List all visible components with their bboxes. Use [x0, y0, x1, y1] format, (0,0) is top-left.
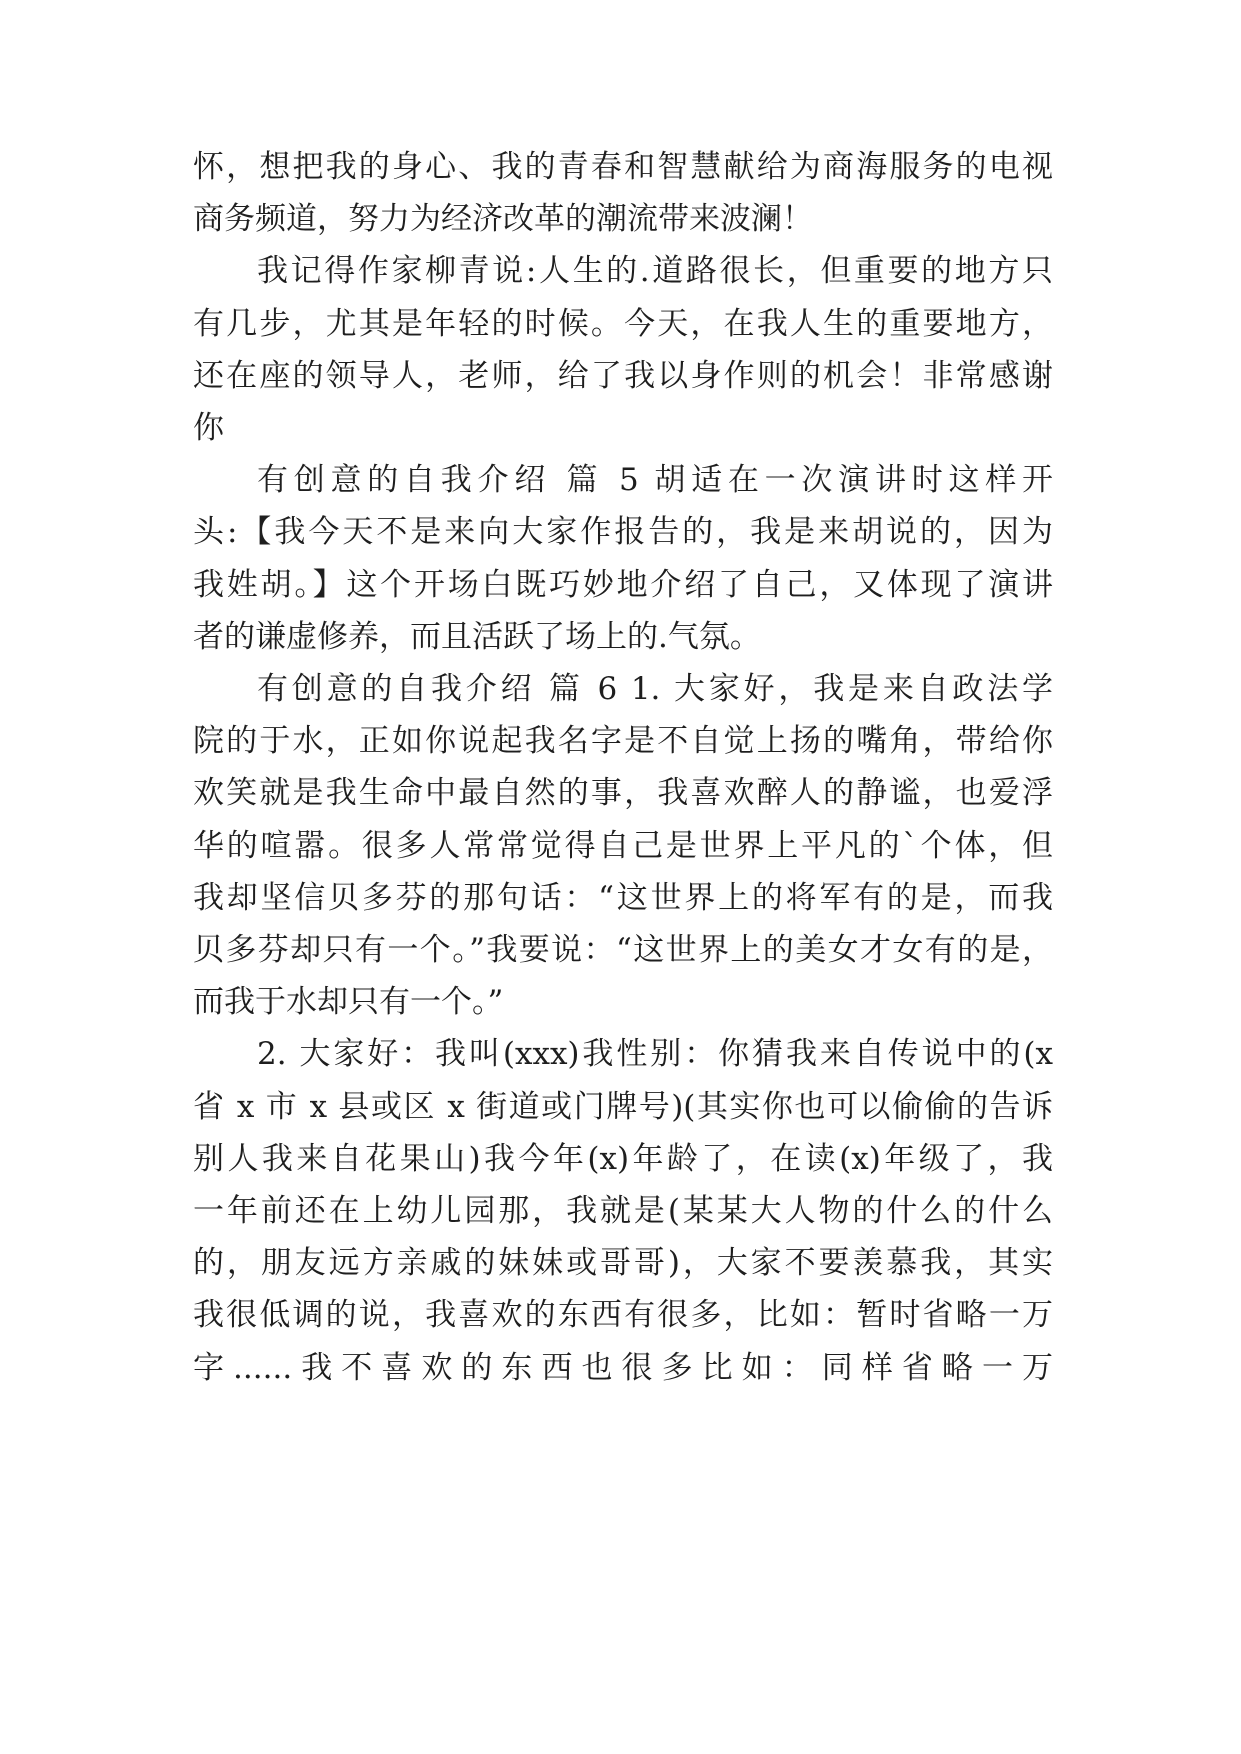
text-line: 还在座的领导人，老师，给了我以身作则的机会！非常感谢: [193, 358, 1053, 394]
text-line: 我很低调的说，我喜欢的东西有很多，比如：暂时省略一万: [193, 1297, 1053, 1333]
text-line: 者的谦虚修养，而且活跃了场上的.气氛。: [193, 619, 761, 655]
text-line: 头:【我今天不是来向大家作报告的，我是来胡说的，因为: [193, 514, 1053, 550]
text-line: 2. 大家好：我叫(xxx)我性别：你猜我来自传说中的(x: [257, 1036, 1053, 1072]
text-line: 贝多芬却只有一个。”我要说：“这世界上的美女才女有的是，: [193, 932, 1053, 968]
section-heading-line: 有创意的自我介绍 篇 6 1. 大家好，我是来自政法学: [257, 671, 1053, 707]
text-line: 院的于水，正如你说起我名字是不自觉上扬的嘴角，带给你: [193, 723, 1053, 759]
text-line: 欢笑就是我生命中最自然的事，我喜欢醉人的静谧，也爱浮: [193, 775, 1053, 811]
text-line: 别人我来自花果山)我今年(x)年龄了，在读(x)年级了，我: [193, 1141, 1053, 1177]
text-line: 我记得作家柳青说:人生的.道路很长，但重要的地方只: [257, 253, 1053, 289]
text-line: 我姓胡。】这个开场白既巧妙地介绍了自己，又体现了演讲: [193, 567, 1053, 603]
text-line: 怀，想把我的身心、我的青春和智慧献给为商海服务的电视: [193, 149, 1053, 185]
text-line: 华的喧嚣。很多人常常觉得自己是世界上平凡的`个体，但: [193, 828, 1053, 864]
text-line: 商务频道，努力为经济改革的潮流带来波澜！: [193, 201, 813, 237]
text-line: 的，朋友远方亲戚的妹妹或哥哥)，大家不要羡慕我，其实: [193, 1245, 1053, 1281]
text-line: 省 x 市 x 县或区 x 街道或门牌号)(其实你也可以偷偷的告诉: [193, 1089, 1053, 1125]
text-line: 字......我不喜欢的东西也很多比如：同样省略一万: [193, 1350, 1053, 1386]
text-line: 有几步，尤其是年轻的时候。今天，在我人生的重要地方，: [193, 306, 1053, 342]
section-heading-line: 有创意的自我介绍 篇 5 胡适在一次演讲时这样开: [257, 462, 1053, 498]
text-line: 而我于水却只有一个。”: [193, 984, 504, 1020]
text-line: 你: [193, 410, 224, 446]
text-line: 一年前还在上幼儿园那，我就是(某某大人物的什么的什么: [193, 1193, 1053, 1229]
text-line: 我却坚信贝多芬的那句话：“这世界上的将军有的是，而我: [193, 880, 1053, 916]
